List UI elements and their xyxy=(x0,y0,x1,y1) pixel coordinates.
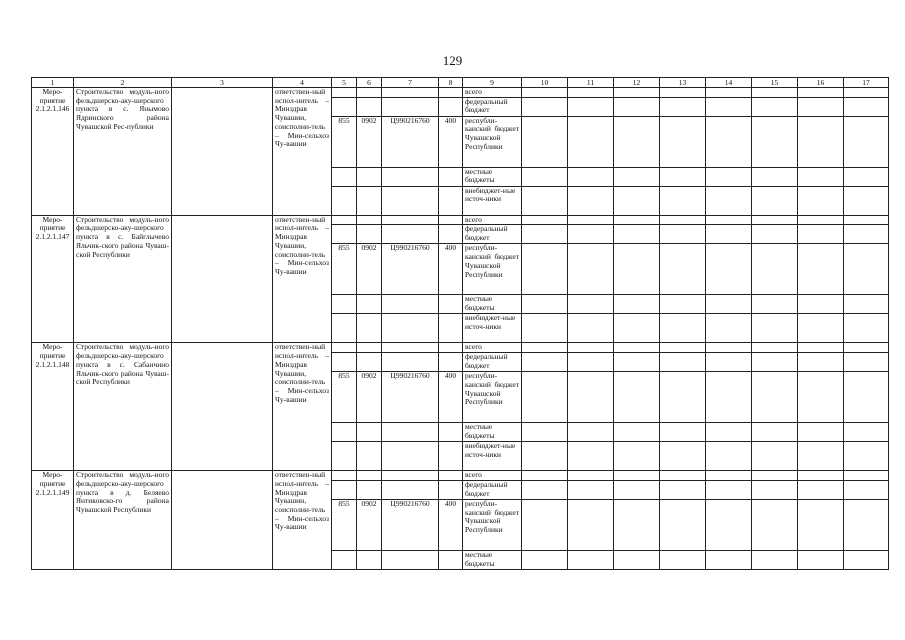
empty-cell xyxy=(332,353,357,372)
empty-cell xyxy=(332,88,357,98)
empty-cell xyxy=(439,97,463,116)
empty-cell xyxy=(332,442,357,471)
empty-cell xyxy=(844,550,889,569)
rzpr-cell: 0902 xyxy=(357,499,382,550)
empty-cell xyxy=(752,480,798,499)
empty-cell xyxy=(568,550,614,569)
empty-cell xyxy=(706,97,752,116)
funding-source-cell: федеральный бюджет xyxy=(463,480,522,499)
empty-cell xyxy=(614,225,660,244)
empty-cell xyxy=(382,167,439,186)
rzpr-cell: 0902 xyxy=(357,116,382,167)
empty-cell xyxy=(706,499,752,550)
empty-cell xyxy=(844,295,889,314)
header-cell: 4 xyxy=(273,78,332,88)
empty-cell xyxy=(568,343,614,353)
measure-id-cell: Меро-приятие 2.1.2.1.149 xyxy=(32,471,74,570)
csr-cell: Ц990216760 xyxy=(382,372,439,423)
empty-cell xyxy=(660,215,706,225)
header-cell: 13 xyxy=(660,78,706,88)
empty-cell xyxy=(752,116,798,167)
empty-cell xyxy=(660,225,706,244)
empty-cell xyxy=(798,499,844,550)
empty-cell xyxy=(439,423,463,442)
empty-cell xyxy=(439,480,463,499)
empty-cell xyxy=(568,423,614,442)
header-cell: 8 xyxy=(439,78,463,88)
empty-cell xyxy=(798,88,844,98)
empty-cell xyxy=(752,186,798,215)
empty-cell xyxy=(614,186,660,215)
empty-cell xyxy=(172,471,273,570)
empty-cell xyxy=(522,471,568,481)
empty-cell xyxy=(614,343,660,353)
empty-cell xyxy=(439,186,463,215)
vr-cell: 400 xyxy=(439,499,463,550)
empty-cell xyxy=(382,225,439,244)
measure-name-cell: Строительство модуль-ного фельдшерско-аку-шерского пункта в с. Янымово Ядринского района Чувашской Рес-публики xyxy=(74,88,172,216)
empty-cell xyxy=(522,353,568,372)
empty-cell xyxy=(706,343,752,353)
empty-cell xyxy=(706,423,752,442)
header-cell: 6 xyxy=(357,78,382,88)
empty-cell xyxy=(382,353,439,372)
measure-name-cell: Строительство модуль-ного фельдшерско-аку-шерского пункта в д. Беляево Янтиковско-го района Чувашской Республики xyxy=(74,471,172,570)
empty-cell xyxy=(332,423,357,442)
empty-cell xyxy=(706,295,752,314)
empty-cell xyxy=(798,480,844,499)
empty-cell xyxy=(522,167,568,186)
funding-source-cell: республи-канский бюджет Чувашской Республики xyxy=(463,116,522,167)
empty-cell xyxy=(382,314,439,343)
empty-cell xyxy=(614,314,660,343)
empty-cell xyxy=(660,372,706,423)
empty-cell xyxy=(357,97,382,116)
empty-cell xyxy=(614,499,660,550)
empty-cell xyxy=(614,550,660,569)
measure-name-cell: Строительство модуль-ного фельдшерско-аку-шерского пункта в с. Сабанчино Яльчик-ского района Чуваш-ской Республики xyxy=(74,343,172,471)
empty-cell xyxy=(332,186,357,215)
empty-cell xyxy=(614,97,660,116)
empty-cell xyxy=(357,423,382,442)
empty-cell xyxy=(382,471,439,481)
empty-cell xyxy=(568,97,614,116)
empty-cell xyxy=(522,372,568,423)
empty-cell xyxy=(844,343,889,353)
header-cell: 12 xyxy=(614,78,660,88)
empty-cell xyxy=(844,442,889,471)
empty-cell xyxy=(614,353,660,372)
funding-source-cell: всего xyxy=(463,88,522,98)
empty-cell xyxy=(706,550,752,569)
empty-cell xyxy=(614,88,660,98)
empty-cell xyxy=(357,442,382,471)
empty-cell xyxy=(798,295,844,314)
empty-cell xyxy=(568,442,614,471)
empty-cell xyxy=(844,353,889,372)
empty-cell xyxy=(568,314,614,343)
executor-cell: ответствен-ный испол-нитель – Минздрав Чувашии, соисполни-тель – Мин-сельхоз Чу-вашии xyxy=(273,471,332,570)
empty-cell xyxy=(844,88,889,98)
funding-source-cell: местные бюджеты xyxy=(463,550,522,569)
empty-cell xyxy=(752,215,798,225)
header-cell: 15 xyxy=(752,78,798,88)
empty-cell xyxy=(522,550,568,569)
empty-cell xyxy=(332,167,357,186)
empty-cell xyxy=(798,186,844,215)
empty-cell xyxy=(706,314,752,343)
funding-source-cell: всего xyxy=(463,471,522,481)
funding-source-cell: местные бюджеты xyxy=(463,167,522,186)
empty-cell xyxy=(522,423,568,442)
empty-cell xyxy=(660,314,706,343)
empty-cell xyxy=(332,480,357,499)
empty-cell xyxy=(614,116,660,167)
empty-cell xyxy=(357,480,382,499)
empty-cell xyxy=(614,423,660,442)
empty-cell xyxy=(568,471,614,481)
empty-cell xyxy=(568,244,614,295)
empty-cell xyxy=(706,471,752,481)
empty-cell xyxy=(357,88,382,98)
empty-cell xyxy=(172,215,273,343)
csr-cell: Ц990216760 xyxy=(382,116,439,167)
empty-cell xyxy=(568,372,614,423)
empty-cell xyxy=(798,550,844,569)
header-cell: 9 xyxy=(463,78,522,88)
empty-cell xyxy=(357,353,382,372)
budget-table xyxy=(31,77,889,570)
empty-cell xyxy=(660,550,706,569)
empty-cell xyxy=(798,215,844,225)
empty-cell xyxy=(357,225,382,244)
empty-cell xyxy=(332,471,357,481)
empty-cell xyxy=(382,343,439,353)
empty-cell xyxy=(522,480,568,499)
table-row xyxy=(32,88,889,98)
empty-cell xyxy=(614,471,660,481)
empty-cell xyxy=(332,97,357,116)
empty-cell xyxy=(439,343,463,353)
empty-cell xyxy=(522,244,568,295)
executor-cell: ответствен-ный испол-нитель – Минздрав Чувашии, соисполни-тель – Мин-сельхоз Чу-вашии xyxy=(273,343,332,471)
empty-cell xyxy=(844,167,889,186)
measure-id-cell: Меро-приятие 2.1.2.1.147 xyxy=(32,215,74,343)
empty-cell xyxy=(660,88,706,98)
empty-cell xyxy=(798,423,844,442)
header-cell: 7 xyxy=(382,78,439,88)
funding-source-cell: республи-канский бюджет Чувашской Республики xyxy=(463,372,522,423)
empty-cell xyxy=(752,343,798,353)
empty-cell xyxy=(522,295,568,314)
empty-cell xyxy=(522,215,568,225)
empty-cell xyxy=(614,167,660,186)
empty-cell xyxy=(332,225,357,244)
empty-cell xyxy=(332,295,357,314)
empty-cell xyxy=(798,225,844,244)
empty-cell xyxy=(798,244,844,295)
empty-cell xyxy=(706,186,752,215)
empty-cell xyxy=(357,215,382,225)
header-cell: 14 xyxy=(706,78,752,88)
empty-cell xyxy=(522,314,568,343)
empty-cell xyxy=(568,225,614,244)
empty-cell xyxy=(614,442,660,471)
funding-source-cell: республи-канский бюджет Чувашской Республики xyxy=(463,244,522,295)
empty-cell xyxy=(522,442,568,471)
empty-cell xyxy=(798,442,844,471)
empty-cell xyxy=(382,88,439,98)
empty-cell xyxy=(660,295,706,314)
page-number: 129 xyxy=(442,53,463,68)
empty-cell xyxy=(660,343,706,353)
empty-cell xyxy=(752,353,798,372)
empty-cell xyxy=(844,186,889,215)
empty-cell xyxy=(752,244,798,295)
empty-cell xyxy=(660,353,706,372)
empty-cell xyxy=(752,97,798,116)
empty-cell xyxy=(332,550,357,569)
empty-cell xyxy=(752,225,798,244)
funding-source-cell: федеральный бюджет xyxy=(463,353,522,372)
empty-cell xyxy=(357,343,382,353)
header-cell: 11 xyxy=(568,78,614,88)
empty-cell xyxy=(660,442,706,471)
empty-cell xyxy=(439,225,463,244)
empty-cell xyxy=(752,88,798,98)
empty-cell xyxy=(439,550,463,569)
empty-cell xyxy=(522,97,568,116)
empty-cell xyxy=(706,442,752,471)
grbs-cell: 855 xyxy=(332,116,357,167)
empty-cell xyxy=(439,353,463,372)
empty-cell xyxy=(522,343,568,353)
empty-cell xyxy=(798,353,844,372)
empty-cell xyxy=(798,314,844,343)
empty-cell xyxy=(752,471,798,481)
empty-cell xyxy=(382,423,439,442)
vr-cell: 400 xyxy=(439,116,463,167)
empty-cell xyxy=(332,215,357,225)
empty-cell xyxy=(614,295,660,314)
empty-cell xyxy=(798,167,844,186)
empty-cell xyxy=(752,314,798,343)
empty-cell xyxy=(844,116,889,167)
empty-cell xyxy=(568,499,614,550)
empty-cell xyxy=(844,244,889,295)
empty-cell xyxy=(706,480,752,499)
empty-cell xyxy=(844,225,889,244)
rzpr-cell: 0902 xyxy=(357,244,382,295)
empty-cell xyxy=(706,116,752,167)
empty-cell xyxy=(332,314,357,343)
empty-cell xyxy=(614,215,660,225)
empty-cell xyxy=(357,550,382,569)
empty-cell xyxy=(568,480,614,499)
empty-cell xyxy=(844,97,889,116)
empty-cell xyxy=(752,550,798,569)
empty-cell xyxy=(844,423,889,442)
empty-cell xyxy=(357,295,382,314)
grbs-cell: 855 xyxy=(332,499,357,550)
funding-source-cell: всего xyxy=(463,215,522,225)
rzpr-cell: 0902 xyxy=(357,372,382,423)
empty-cell xyxy=(439,471,463,481)
empty-cell xyxy=(357,314,382,343)
empty-cell xyxy=(522,186,568,215)
empty-cell xyxy=(660,186,706,215)
header-cell: 16 xyxy=(798,78,844,88)
header-cell: 1 xyxy=(32,78,74,88)
empty-cell xyxy=(660,480,706,499)
empty-cell xyxy=(660,499,706,550)
funding-source-cell: федеральный бюджет xyxy=(463,225,522,244)
empty-cell xyxy=(357,186,382,215)
executor-cell: ответствен-ный испол-нитель – Минздрав Чувашии, соисполни-тель – Мин-сельхоз Чу-вашии xyxy=(273,88,332,216)
header-cell: 17 xyxy=(844,78,889,88)
funding-source-cell: внебюджет-ные источ-ники xyxy=(463,186,522,215)
empty-cell xyxy=(614,244,660,295)
empty-cell xyxy=(522,116,568,167)
empty-cell xyxy=(568,186,614,215)
empty-cell xyxy=(660,167,706,186)
empty-cell xyxy=(798,372,844,423)
empty-cell xyxy=(382,480,439,499)
executor-cell: ответствен-ный испол-нитель – Минздрав Чувашии, соисполни-тель – Мин-сельхоз Чу-вашии xyxy=(273,215,332,343)
empty-cell xyxy=(660,116,706,167)
empty-cell xyxy=(568,353,614,372)
empty-cell xyxy=(844,471,889,481)
empty-cell xyxy=(382,215,439,225)
empty-cell xyxy=(752,295,798,314)
empty-cell xyxy=(752,167,798,186)
empty-cell xyxy=(844,215,889,225)
empty-cell xyxy=(706,215,752,225)
empty-cell xyxy=(172,343,273,471)
funding-source-cell: федеральный бюджет xyxy=(463,97,522,116)
table-row xyxy=(32,471,889,481)
empty-cell xyxy=(439,167,463,186)
empty-cell xyxy=(439,314,463,343)
vr-cell: 400 xyxy=(439,372,463,423)
empty-cell xyxy=(439,295,463,314)
empty-cell xyxy=(706,244,752,295)
empty-cell xyxy=(706,88,752,98)
empty-cell xyxy=(568,88,614,98)
empty-cell xyxy=(706,225,752,244)
empty-cell xyxy=(706,353,752,372)
empty-cell xyxy=(522,225,568,244)
empty-cell xyxy=(568,215,614,225)
empty-cell xyxy=(357,167,382,186)
empty-cell xyxy=(660,244,706,295)
empty-cell xyxy=(382,97,439,116)
empty-cell xyxy=(706,167,752,186)
empty-cell xyxy=(332,343,357,353)
header-cell: 5 xyxy=(332,78,357,88)
measure-name-cell: Строительство модуль-ного фельдшерско-аку-шерского пункта в с. Байглычево Яльчик-ского района Чуваш-ской Республики xyxy=(74,215,172,343)
empty-cell xyxy=(752,499,798,550)
empty-cell xyxy=(660,97,706,116)
empty-cell xyxy=(844,480,889,499)
empty-cell xyxy=(706,372,752,423)
empty-cell xyxy=(172,88,273,216)
funding-source-cell: республи-канский бюджет Чувашской Республики xyxy=(463,499,522,550)
grbs-cell: 855 xyxy=(332,244,357,295)
empty-cell xyxy=(844,499,889,550)
measure-id-cell: Меро-приятие 2.1.2.1.146 xyxy=(32,88,74,216)
empty-cell xyxy=(382,442,439,471)
empty-cell xyxy=(798,116,844,167)
empty-cell xyxy=(568,295,614,314)
funding-source-cell: внебюджет-ные источ-ники xyxy=(463,442,522,471)
table-row xyxy=(32,343,889,353)
empty-cell xyxy=(568,116,614,167)
empty-cell xyxy=(382,295,439,314)
empty-cell xyxy=(522,499,568,550)
header-cell: 10 xyxy=(522,78,568,88)
csr-cell: Ц990216760 xyxy=(382,499,439,550)
empty-cell xyxy=(752,372,798,423)
csr-cell: Ц990216760 xyxy=(382,244,439,295)
empty-cell xyxy=(522,88,568,98)
funding-source-cell: местные бюджеты xyxy=(463,295,522,314)
empty-cell xyxy=(798,471,844,481)
empty-cell xyxy=(382,550,439,569)
empty-cell xyxy=(439,442,463,471)
empty-cell xyxy=(439,215,463,225)
empty-cell xyxy=(752,442,798,471)
measure-id-cell: Меро-приятие 2.1.2.1.148 xyxy=(32,343,74,471)
funding-source-cell: всего xyxy=(463,343,522,353)
empty-cell xyxy=(752,423,798,442)
empty-cell xyxy=(844,372,889,423)
table-row xyxy=(32,215,889,225)
header-cell: 3 xyxy=(172,78,273,88)
empty-cell xyxy=(614,372,660,423)
empty-cell xyxy=(357,471,382,481)
empty-cell xyxy=(660,471,706,481)
funding-source-cell: внебюджет-ные источ-ники xyxy=(463,314,522,343)
header-row xyxy=(32,78,889,88)
grbs-cell: 855 xyxy=(332,372,357,423)
empty-cell xyxy=(439,88,463,98)
vr-cell: 400 xyxy=(439,244,463,295)
empty-cell xyxy=(798,343,844,353)
empty-cell xyxy=(614,480,660,499)
funding-source-cell: местные бюджеты xyxy=(463,423,522,442)
header-cell: 2 xyxy=(74,78,172,88)
empty-cell xyxy=(568,167,614,186)
empty-cell xyxy=(660,423,706,442)
empty-cell xyxy=(382,186,439,215)
empty-cell xyxy=(844,314,889,343)
empty-cell xyxy=(798,97,844,116)
